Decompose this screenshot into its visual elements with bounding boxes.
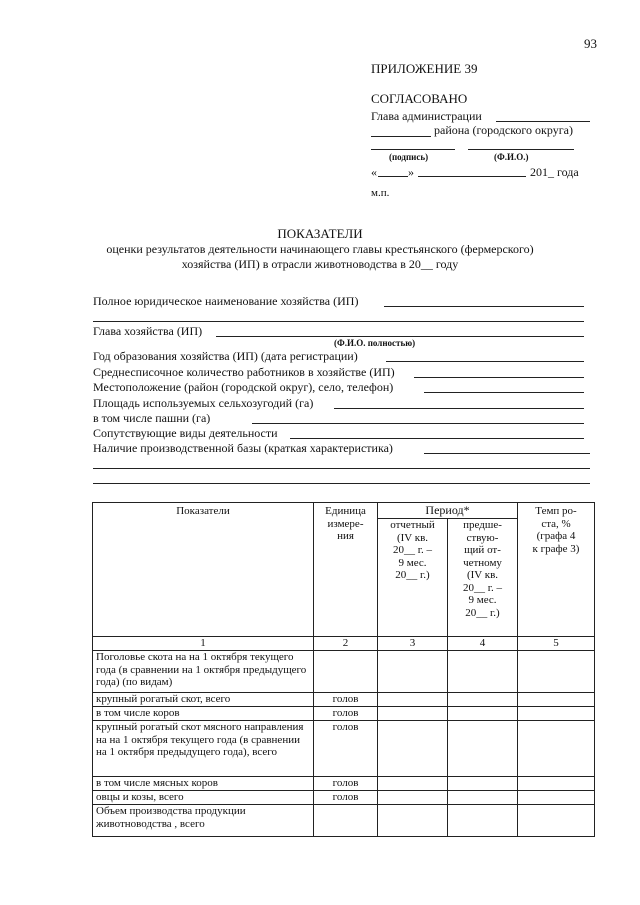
- field-activities-label: Сопутствующие виды деятельности: [93, 426, 278, 440]
- field-area-label: Площадь используемых сельхозугодий (га): [93, 396, 314, 410]
- field-arable-line[interactable]: [252, 423, 584, 424]
- cell-growth[interactable]: [518, 805, 595, 837]
- row-name: в том числе мясных коров: [93, 777, 314, 791]
- row-name: Поголовье скота на на 1 октября текущего года (в сравнении на 1 октября предыдущего года) (по видам): [93, 651, 314, 693]
- date-open-quote: «: [371, 165, 377, 179]
- field-head-label: Глава хозяйства (ИП): [93, 324, 203, 338]
- header-indicators: Показатели: [93, 503, 314, 637]
- date-close-quote: »: [408, 165, 414, 179]
- year-label: 201_ года: [530, 165, 579, 179]
- cell-previous[interactable]: [448, 721, 518, 777]
- field-base-label: Наличие производственной базы (краткая характеристика): [93, 441, 393, 455]
- field-employees-label: Среднесписочное количество работников в хозяйстве (ИП): [93, 365, 395, 379]
- document-subtitle-line1: оценки результатов деятельности начинающего главы крестьянского (фермерского): [106, 242, 534, 256]
- header-period: Период*: [378, 503, 518, 519]
- indicators-table: [92, 502, 595, 837]
- cell-previous[interactable]: [448, 707, 518, 721]
- field-employees-line[interactable]: [414, 377, 584, 378]
- date-day-line: [378, 176, 408, 177]
- table-row: [93, 721, 595, 777]
- row-unit: голов: [314, 707, 378, 721]
- field-full-name-label: Полное юридическое наименование хозяйства (ИП): [93, 294, 359, 308]
- cell-reporting[interactable]: [378, 651, 448, 693]
- field-base-line[interactable]: [424, 453, 590, 454]
- cell-previous[interactable]: [448, 651, 518, 693]
- row-unit: голов: [314, 791, 378, 805]
- cell-reporting[interactable]: [378, 777, 448, 791]
- table-row: [93, 693, 595, 707]
- field-full-name-line[interactable]: [384, 306, 584, 307]
- date-month-line: [418, 176, 526, 177]
- field-location-line[interactable]: [424, 392, 584, 393]
- header-reporting: отчетный (IV кв. 20__ г. – 9 мес. 20__ г.): [378, 519, 448, 637]
- column-number: 2: [314, 637, 378, 651]
- row-unit: [314, 651, 378, 693]
- row-unit: голов: [314, 721, 378, 777]
- row-name: крупный рогатый скот, всего: [93, 693, 314, 707]
- row-name: в том числе коров: [93, 707, 314, 721]
- head-admin-line: [496, 121, 590, 122]
- cell-reporting[interactable]: [378, 707, 448, 721]
- cell-previous[interactable]: [448, 777, 518, 791]
- field-area-line[interactable]: [334, 408, 584, 409]
- cell-reporting[interactable]: [378, 693, 448, 707]
- district-label: района (городского округа): [434, 123, 573, 137]
- cell-growth[interactable]: [518, 791, 595, 805]
- head-admin-label: Глава администрации: [371, 109, 482, 123]
- cell-reporting[interactable]: [378, 791, 448, 805]
- fio-caption: (Ф.И.О.): [494, 152, 529, 162]
- field-arable-label: в том числе пашни (га): [93, 411, 211, 425]
- fio-line: [468, 149, 574, 150]
- field-year-line[interactable]: [386, 361, 584, 362]
- column-number: 1: [93, 637, 314, 651]
- page-number: 93: [584, 36, 597, 51]
- appendix-label: ПРИЛОЖЕНИЕ 39: [371, 61, 478, 76]
- cell-reporting[interactable]: [378, 805, 448, 837]
- fio-full-caption: (Ф.И.О. полностью): [334, 338, 416, 348]
- district-line: [371, 136, 431, 137]
- row-name: овцы и козы, всего: [93, 791, 314, 805]
- row-unit: голов: [314, 693, 378, 707]
- agreed-label: СОГЛАСОВАНО: [371, 91, 468, 106]
- signature-line: [371, 149, 455, 150]
- cell-reporting[interactable]: [378, 721, 448, 777]
- row-unit: голов: [314, 777, 378, 791]
- table-row: [93, 777, 595, 791]
- document-subtitle-line2: хозяйства (ИП) в отрасли животноводства в 20__ году: [181, 257, 459, 271]
- field-head-line[interactable]: [216, 336, 584, 337]
- seal-label: м.п.: [371, 187, 390, 199]
- field-activities-line[interactable]: [290, 438, 584, 439]
- cell-growth[interactable]: [518, 721, 595, 777]
- row-name: Объем производства продукции животноводства , всего: [93, 805, 314, 837]
- cell-growth[interactable]: [518, 693, 595, 707]
- field-location-label: Местоположение (район (городской округ), село, телефон): [93, 380, 394, 394]
- column-number: 4: [448, 637, 518, 651]
- header-previous: предше- ствую- щий от- четному (IV кв. 20__ г. – 9 мес. 20__ г.): [448, 519, 518, 637]
- field-base-line3[interactable]: [93, 483, 590, 484]
- cell-previous[interactable]: [448, 805, 518, 837]
- cell-growth[interactable]: [518, 651, 595, 693]
- row-name: крупный рогатый скот мясного направления на на 1 октября текущего года (в сравнении на 1 октября предыдущего года), всего: [93, 721, 314, 777]
- column-number-row: [93, 637, 595, 651]
- field-base-line2[interactable]: [93, 468, 590, 469]
- cell-previous[interactable]: [448, 791, 518, 805]
- header-unit: Единица измере- ния: [314, 503, 378, 637]
- document-heading: ПОКАЗАТЕЛИ: [277, 226, 363, 241]
- header-growth: Темп ро- ста, % (графа 4 к графе 3): [518, 503, 595, 637]
- table-row: [93, 791, 595, 805]
- field-year-label: Год образования хозяйства (ИП) (дата регистрации): [93, 349, 358, 363]
- table-row: [93, 707, 595, 721]
- column-number: 3: [378, 637, 448, 651]
- field-full-name-line2[interactable]: [93, 321, 584, 322]
- cell-growth[interactable]: [518, 707, 595, 721]
- cell-growth[interactable]: [518, 777, 595, 791]
- table-row: [93, 651, 595, 693]
- row-unit: [314, 805, 378, 837]
- signature-caption: (подпись): [389, 152, 429, 162]
- cell-previous[interactable]: [448, 693, 518, 707]
- table-row: [93, 805, 595, 837]
- column-number: 5: [518, 637, 595, 651]
